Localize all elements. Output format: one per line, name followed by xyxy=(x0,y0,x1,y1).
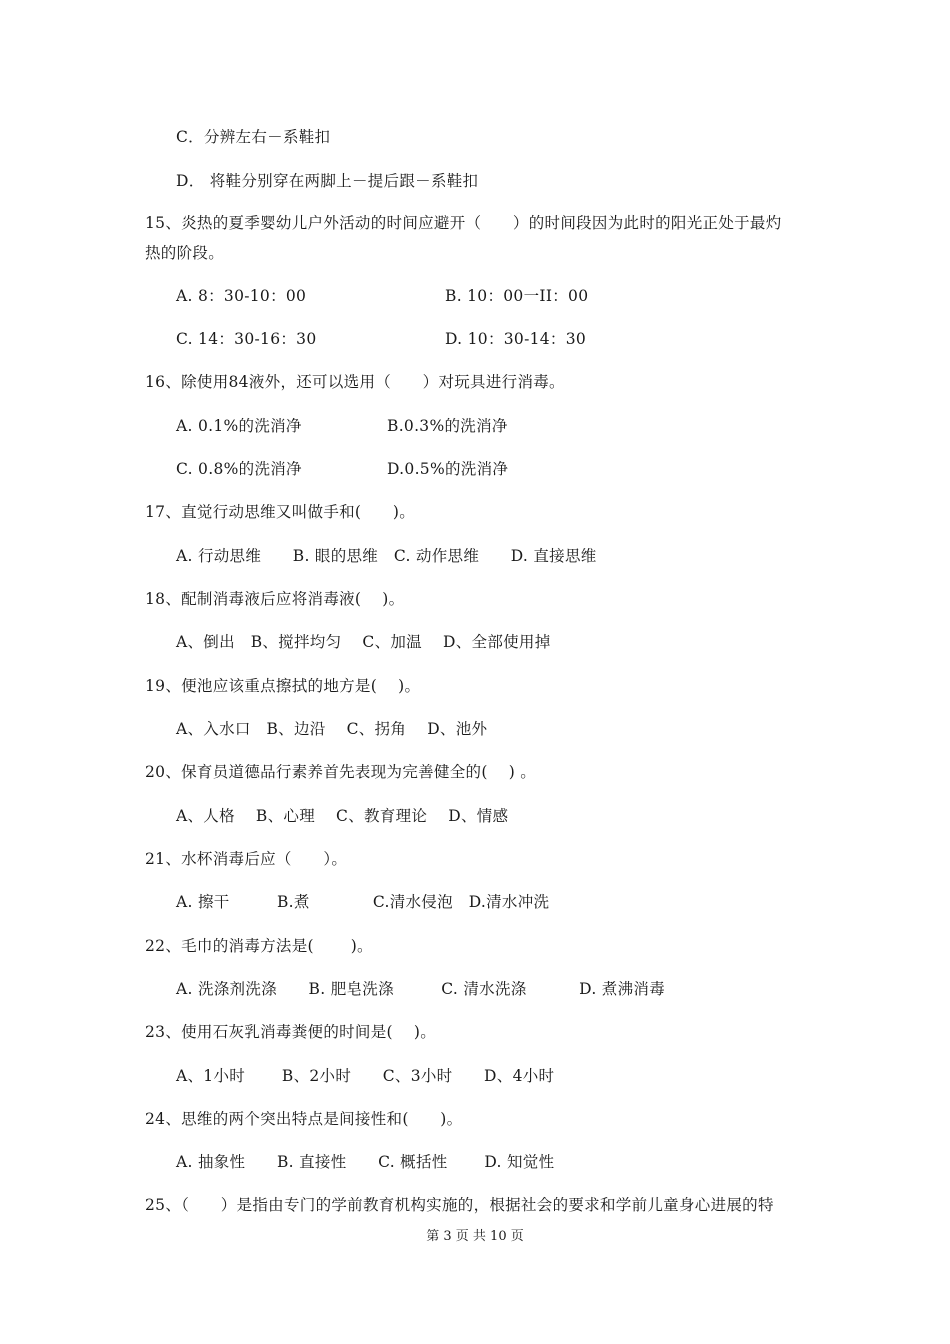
question-24-options: A. 抽象性 B. 直接性 C. 概括性 D. 知觉性 xyxy=(176,1153,555,1171)
question-18-stem: 18、配制消毒液后应将消毒液( )。 xyxy=(145,590,405,608)
question-19-options: A、入水口 B、边沿 C、拐角 D、池外 xyxy=(176,720,488,738)
question-15-option-d: D. 10：30-14：30 xyxy=(445,330,587,348)
question-19-stem: 19、便池应该重点擦拭的地方是( )。 xyxy=(145,677,421,695)
question-24-stem: 24、思维的两个突出特点是间接性和( )。 xyxy=(145,1110,463,1128)
question-22-stem: 22、毛巾的消毒方法是( )。 xyxy=(145,937,373,955)
question-20-stem: 20、保育员道德品行素养首先表现为完善健全的( ) 。 xyxy=(145,763,537,781)
question-18-options: A、倒出 B、搅拌均匀 C、加温 D、全部使用掉 xyxy=(176,633,551,651)
question-15-stem-line-2: 热的阶段。 xyxy=(145,244,225,262)
question-16-stem: 16、除使用84液外，还可以选用（ ）对玩具进行消毒。 xyxy=(145,373,565,391)
question-21-stem: 21、水杯消毒后应（ ）。 xyxy=(145,850,348,868)
question-16-option-b: B.0.3%的洗消净 xyxy=(387,417,508,435)
page-footer: 第 3 页 共 10 页 xyxy=(426,1229,524,1244)
question-15-option-a: A. 8：30-10：00 xyxy=(176,287,307,305)
option-14d: D． 将鞋分别穿在两脚上－提后跟－系鞋扣 xyxy=(176,172,479,190)
question-17-options: A. 行动思维 B. 眼的思维 C. 动作思维 D. 直接思维 xyxy=(176,547,597,565)
question-21-options: A. 擦干 B.煮 C.清水侵泡 D.清水冲洗 xyxy=(176,893,550,911)
question-15-stem-line-1: 15、炎热的夏季婴幼儿户外活动的时间应避开（ ）的时间段因为此时的阳光正处于最灼 xyxy=(145,214,782,232)
question-23-options: A、1小时 B、2小时 C、3小时 D、4小时 xyxy=(176,1067,555,1085)
question-25-stem: 25、（ ）是指由专门的学前教育机构实施的，根据社会的要求和学前儿童身心进展的特 xyxy=(145,1196,774,1214)
question-16-option-c: C. 0.8%的洗消净 xyxy=(176,460,302,478)
question-22-options: A. 洗涤剂洗涤 B. 肥皂洗涤 C. 清水洗涤 D. 煮沸消毒 xyxy=(176,980,666,998)
question-17-stem: 17、直觉行动思维又叫做手和( )。 xyxy=(145,503,416,521)
question-23-stem: 23、使用石灰乳消毒粪便的时间是( )。 xyxy=(145,1023,437,1041)
question-16-option-d: D.0.5%的洗消净 xyxy=(387,460,509,478)
question-20-options: A、人格 B、心理 C、教育理论 D、情感 xyxy=(176,807,509,825)
option-14c: C．分辨左右－系鞋扣 xyxy=(176,128,331,146)
question-16-option-a: A. 0.1%的洗消净 xyxy=(176,417,302,435)
question-15-option-c: C. 14：30-16：30 xyxy=(176,330,317,348)
question-15-option-b: B. 10：00一II：00 xyxy=(445,287,589,305)
